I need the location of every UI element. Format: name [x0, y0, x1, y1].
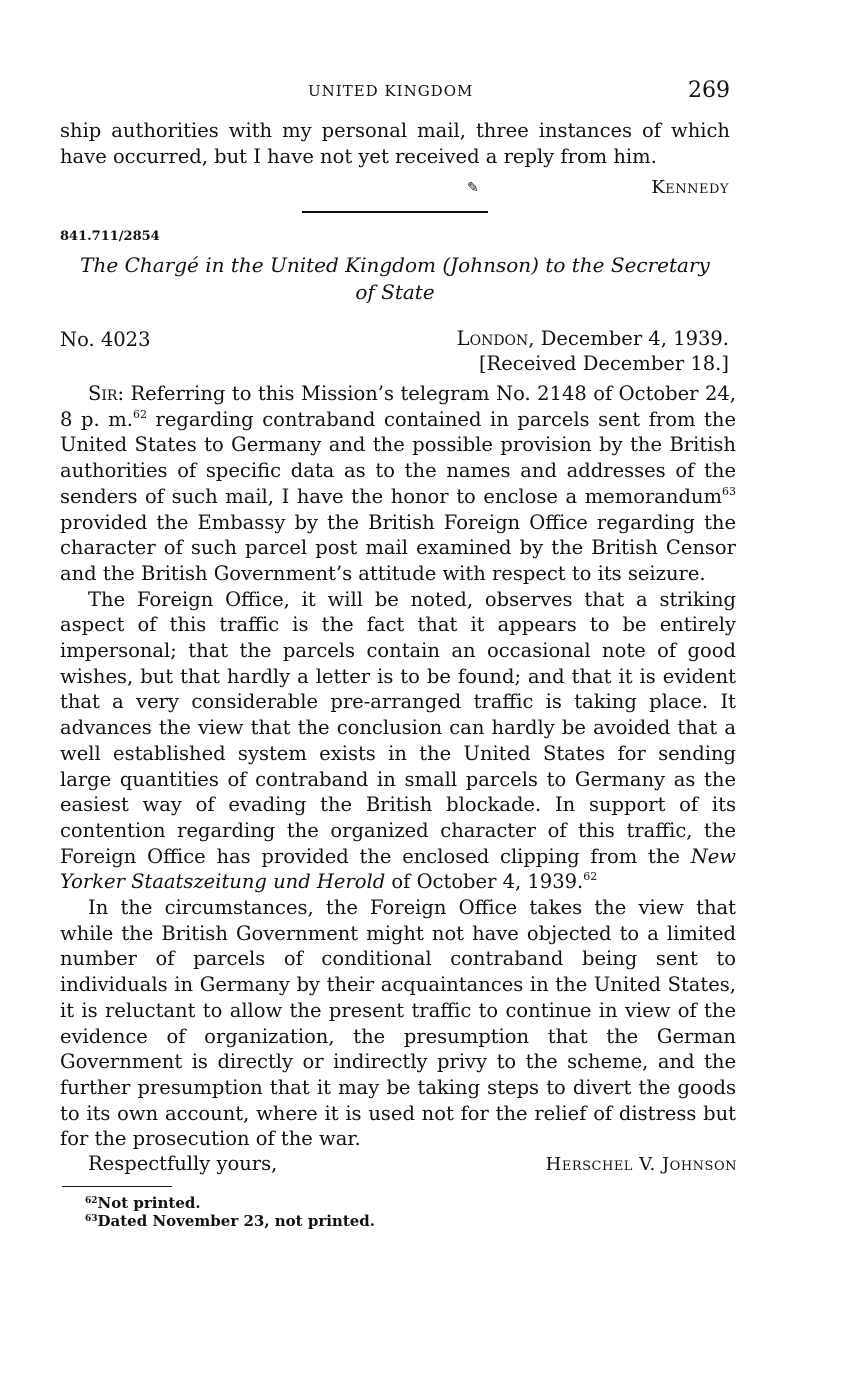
closing: Respectfully yours,: [88, 1152, 278, 1175]
signature-kennedy: Kennedy: [651, 177, 729, 198]
page-header: [60, 78, 730, 104]
footnote-63: $^{63}$Dated November 23, not printed.: [85, 1212, 376, 1230]
footnotes: [85, 1194, 375, 1230]
file-number: 841.711/2854: [60, 229, 160, 244]
received-date: [Received December 18.]: [478, 352, 729, 375]
signature-johnson: Herschel V. Johnson: [545, 1154, 737, 1175]
document-title: [60, 252, 730, 306]
date: , December 4, 1939.: [528, 327, 729, 350]
ink-mark: ✎: [467, 180, 479, 196]
footnote-ref: 63: [722, 484, 736, 498]
paragraph-1: Sir: Referring to this Mission’s telegram No. 2148 of October 24, 8 p. m.$^{62}$ regarding contraband contained in parcels sent from the United States to Germany and the possible provision by the British authorities of specific data as to the names and addresses of the senders of such mail, I have the honor to enclose a memorandum$^{63}$ provided the Embassy by the British Foreign Office regarding the character of such parcel post mail examined by the British Censor and the British Government’s attitude with respect to its seizure.: [60, 382, 736, 585]
footnote-ref: 62: [132, 407, 147, 421]
newspaper-title: New Yorker Staatszeitung und Herold: [60, 844, 736, 894]
paragraph-3: In the circumstances, the Foreign Office takes the view that while the British Government might not have objected to a limited number of parcels of conditional contraband being sent to individuals in Germany by their acquaintances in the United States, it is reluctant to allow the present traffic to continue in view of the evidence of organization, the presumption that the German Government is directly or indirectly privy to the scheme, and the further presumption that it may be taking steps to divert the goods to its own account, where it is used not for the relief of distress but for the prosecution of the war.: [60, 896, 736, 1151]
letter-body: [60, 381, 736, 1152]
footnote-ref: 62: [583, 870, 598, 884]
continued-paragraph: ship authorities with my personal mail, three instances of which have occurred, but I have not yet received a reply from him.: [60, 119, 730, 168]
title-line-1: The Chargé in the United Kingdom (Johnson) to the Secretary: [80, 253, 710, 277]
dateline: [457, 326, 729, 376]
place: London: [456, 327, 529, 350]
running-head: UNITED KINGDOM: [308, 82, 474, 100]
despatch-number: No. 4023: [60, 328, 151, 351]
footnote-divider: [62, 1186, 172, 1187]
section-divider: [302, 211, 488, 213]
title-line-2: of State: [355, 280, 435, 304]
place-date: [457, 326, 729, 351]
paragraph-2: The Foreign Office, it will be noted, observes that a striking aspect of this traffic is the fact that it appears to be entirely impersonal; that the parcels contain an occasional note of good wishes, but that hardly a letter is to be found; and that it is evident that a very considerable pre-arranged traffic is taking place. It advances the view that the conclusion can hardly be avoided that a well established system exists in the United States for sending large quantities of contraband in small parcels to Germany as the easiest way of evading the British blockade. In support of its contention regarding the organized character of this traffic, the Foreign Office has provided the enclosed clipping from the New Yorker Staatszeitung und Herold of October 4, 1939.62: [60, 587, 736, 894]
footnote-62: $^{62}$Not printed.: [85, 1194, 201, 1212]
page-number: 269: [688, 78, 730, 103]
salutation: Sir: [88, 382, 118, 405]
